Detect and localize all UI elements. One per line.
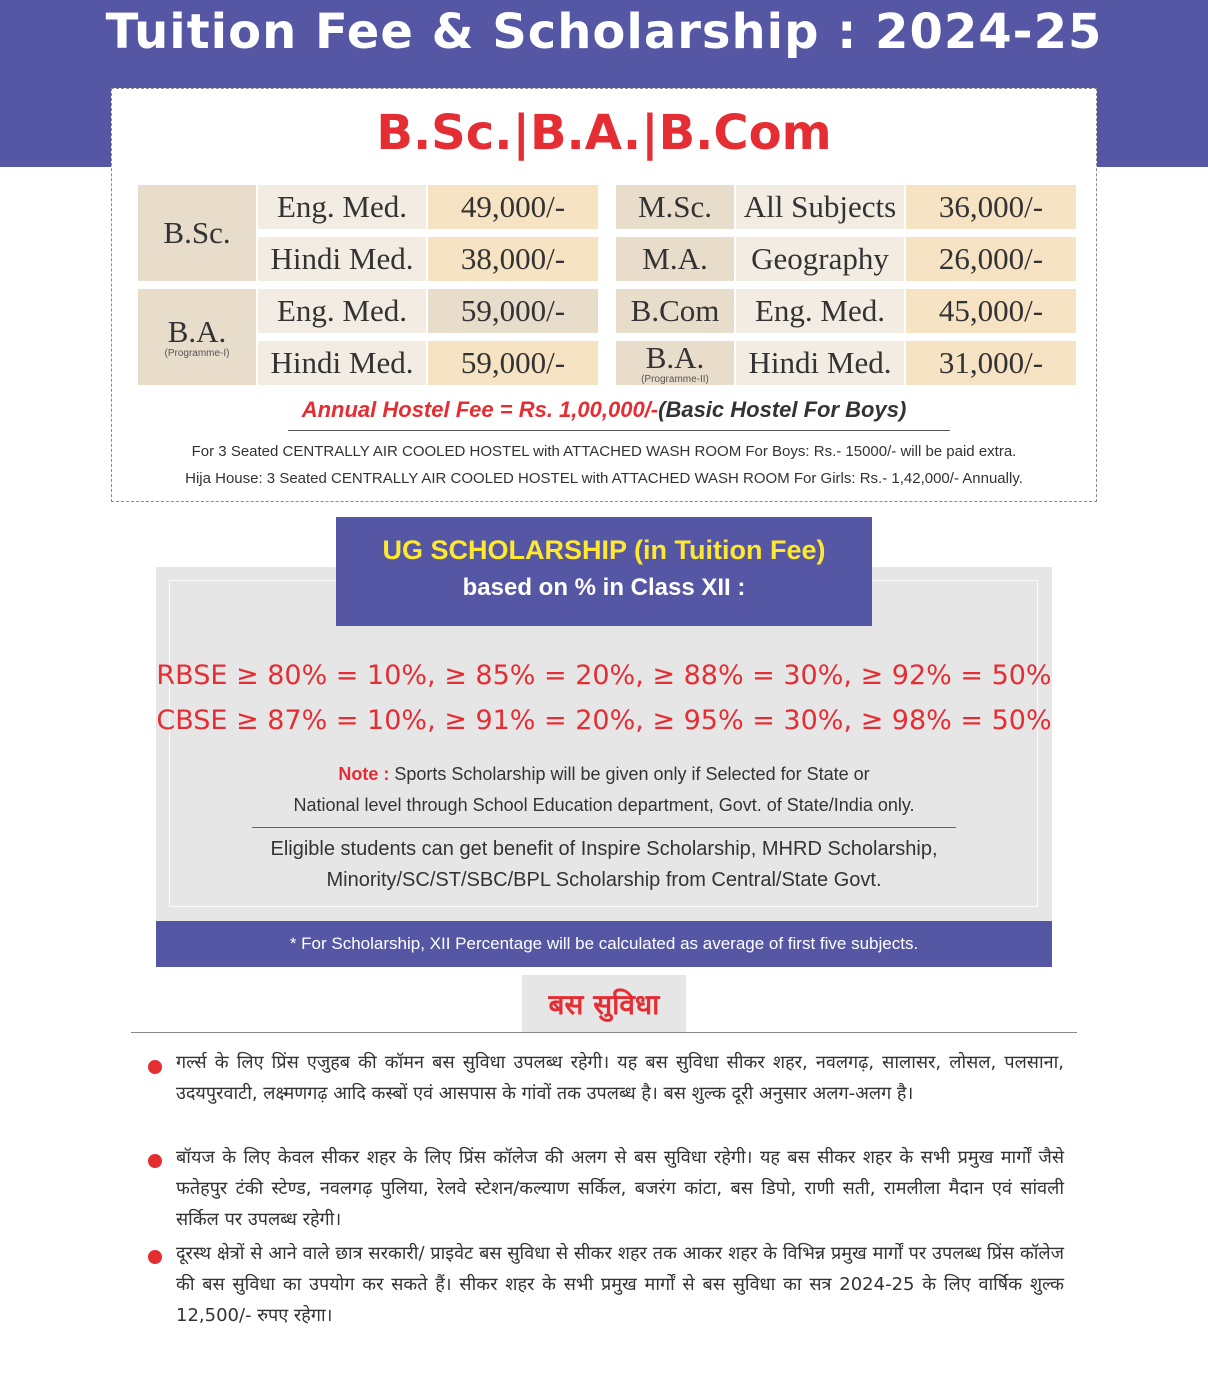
bsc-eng-medium bbox=[258, 185, 426, 229]
ma-fee bbox=[906, 237, 1076, 281]
bus-divider bbox=[131, 1032, 1077, 1033]
ba1-hindi-fee bbox=[428, 341, 598, 385]
scholarship-title: UG SCHOLARSHIP (in Tuition Fee) bbox=[382, 535, 826, 565]
cbse-scholarship-rates: CBSE ≥ 87% = 10%, ≥ 91% = 20%, ≥ 95% = 30%, ≥ 98% = 50% bbox=[156, 705, 1052, 736]
bsc-eng-label: Eng. Med. bbox=[276, 189, 407, 224]
msc-course-name: M.Sc. bbox=[637, 189, 713, 224]
bsc-eng-fee bbox=[428, 185, 598, 229]
scholarship-footer-text: * For Scholarship, XII Percentage will be calculated as average of first five subjects. bbox=[289, 934, 919, 953]
msc-fee-value: 36,000/- bbox=[938, 189, 1044, 224]
ba2-medium-label: Hindi Med. bbox=[748, 345, 892, 380]
bcom-fee-value: 45,000/- bbox=[938, 293, 1044, 328]
scholarship-footer-note bbox=[156, 921, 1052, 967]
fee-card bbox=[111, 88, 1097, 502]
bcom-course-cell bbox=[616, 289, 734, 333]
sports-note-line-1 bbox=[0, 764, 1208, 785]
bus-heading-text: बस सुविधा bbox=[548, 987, 660, 1021]
note-text-1: Sports Scholarship will be given only if Selected for State or bbox=[389, 764, 870, 784]
bullet-icon bbox=[148, 1060, 162, 1074]
hostel-fee-amount: Annual Hostel Fee = Rs. 1,00,000/- bbox=[301, 397, 659, 422]
msc-medium bbox=[736, 185, 904, 229]
ba2-course-cell bbox=[616, 341, 734, 385]
bullet-icon bbox=[148, 1250, 162, 1264]
scholarship-header bbox=[336, 517, 872, 626]
scholarship-divider bbox=[252, 827, 956, 828]
hostel-fee-type: (Basic Hostel For Boys) bbox=[658, 397, 907, 422]
ba1-eng-fee-value: 59,000/- bbox=[460, 293, 566, 328]
bsc-hindi-fee-value: 38,000/- bbox=[460, 241, 566, 276]
bullet-icon bbox=[148, 1154, 162, 1168]
ma-medium-label: Geography bbox=[751, 241, 889, 276]
bus-point-boys: बॉयज के लिए केवल सीकर शहर के लिए प्रिंस कॉलेज की अलग से बस सुविधा रहेगी। यह बस सीकर शहर के सभी प्रमुख मार्गों जैसे फतेहपुर टंकी स्टेण्ड, नवलगढ़ पुलिया, रेलवे स्टेशन/कल्याण सर्किल, बजरंग कांटा, बस डिपो, राणी सती, रामलीला मैदान एवं सांवली सर्किल पर उपलब्ध रहेगी। bbox=[176, 1147, 1064, 1230]
bcom-medium-label: Eng. Med. bbox=[754, 293, 885, 328]
ma-course-name: M.A. bbox=[642, 241, 708, 276]
bsc-course-cell bbox=[138, 185, 256, 281]
ma-course-cell bbox=[616, 237, 734, 281]
bsc-eng-fee-value: 49,000/- bbox=[460, 189, 566, 224]
ba2-medium bbox=[736, 341, 904, 385]
ma-medium bbox=[736, 237, 904, 281]
ba1-eng-medium bbox=[258, 289, 426, 333]
bsc-hindi-medium bbox=[258, 237, 426, 281]
bsc-hindi-fee bbox=[428, 237, 598, 281]
ba1-course-name: B.A. bbox=[167, 313, 227, 349]
ba1-programme-label: (Programme-I) bbox=[164, 347, 230, 359]
rbse-scholarship-rates: RBSE ≥ 80% = 10%, ≥ 85% = 20%, ≥ 88% = 30%, ≥ 92% = 50% bbox=[156, 660, 1052, 691]
page-title: Tuition Fee & Scholarship : 2024-25 bbox=[105, 4, 1103, 60]
bus-heading bbox=[522, 975, 686, 1032]
ba1-hindi-label: Hindi Med. bbox=[270, 345, 414, 380]
msc-fee bbox=[906, 185, 1076, 229]
eligibility-line-1: Eligible students can get benefit of Inspire Scholarship, MHRD Scholarship, bbox=[270, 838, 938, 860]
msc-medium-label: All Subjects bbox=[743, 189, 897, 224]
eligibility-line-2: Minority/SC/ST/SBC/BPL Scholarship from Central/State Govt. bbox=[326, 869, 882, 891]
ba1-hindi-fee-value: 59,000/- bbox=[460, 345, 566, 380]
msc-course-cell bbox=[616, 185, 734, 229]
ba1-eng-label: Eng. Med. bbox=[276, 293, 407, 328]
hostel-divider bbox=[288, 430, 950, 431]
bsc-course-name: B.Sc. bbox=[163, 215, 231, 250]
hostel-note-boys: For 3 Seated CENTRALLY AIR COOLED HOSTEL with ATTACHED WASH ROOM For Boys: Rs.- 15000/- will be paid extra. bbox=[191, 443, 1017, 460]
sports-note-line-2: National level through School Education department, Govt. of State/India only. bbox=[293, 795, 915, 815]
ba2-fee-value: 31,000/- bbox=[938, 345, 1044, 380]
bus-point-remote: दूरस्थ क्षेत्रों से आने वाले छात्र सरकारी/ प्राइवेट बस सुविधा से सीकर शहर तक आकर शहर के विभिन्न प्रमुख मार्गों पर उपलब्ध प्रिंस कॉलेज की बस सुविधा का उपयोग कर सकते हैं। सीकर शहर के सभी प्रमुख मार्गों से बस सुविधा का सत्र 2024-25 के लिए वार्षिक शुल्क 12,500/- रुपए रहेगा। bbox=[176, 1243, 1064, 1326]
bsc-hindi-label: Hindi Med. bbox=[270, 241, 414, 276]
hostel-fee bbox=[112, 397, 1096, 423]
bcom-fee bbox=[906, 289, 1076, 333]
ba2-programme-label: (Programme-II) bbox=[641, 373, 709, 385]
ba1-hindi-medium bbox=[258, 341, 426, 385]
bcom-medium bbox=[736, 289, 904, 333]
hostel-note-girls: Hija House: 3 Seated CENTRALLY AIR COOLED HOSTEL with ATTACHED WASH ROOM For Girls: Rs.- 1,42,000/- Annually. bbox=[185, 470, 1023, 487]
note-label: Note : bbox=[338, 764, 390, 784]
scholarship-subtitle: based on % in Class XII : bbox=[462, 574, 746, 601]
courses-heading: B.Sc.|B.A.|B.Com bbox=[376, 105, 832, 161]
ba1-course-cell bbox=[138, 289, 256, 385]
ba2-course-name: B.A. bbox=[645, 339, 705, 375]
ba2-fee bbox=[906, 341, 1076, 385]
bcom-course-name: B.Com bbox=[630, 293, 720, 328]
ma-fee-value: 26,000/- bbox=[938, 241, 1044, 276]
bus-point-girls: गर्ल्स के लिए प्रिंस एजुहब की कॉमन बस सुविधा उपलब्ध रहेगी। यह बस सुविधा सीकर शहर, नवलगढ़, सालासर, लोसल, पलसाना, उदयपुरवाटी, लक्ष्मणगढ़ आदि कस्बों एवं आसपास के गांवों तक उपलब्ध है। बस शुल्क दूरी अनुसार अलग-अलग है। bbox=[176, 1052, 1064, 1104]
ba1-eng-fee bbox=[428, 289, 598, 333]
